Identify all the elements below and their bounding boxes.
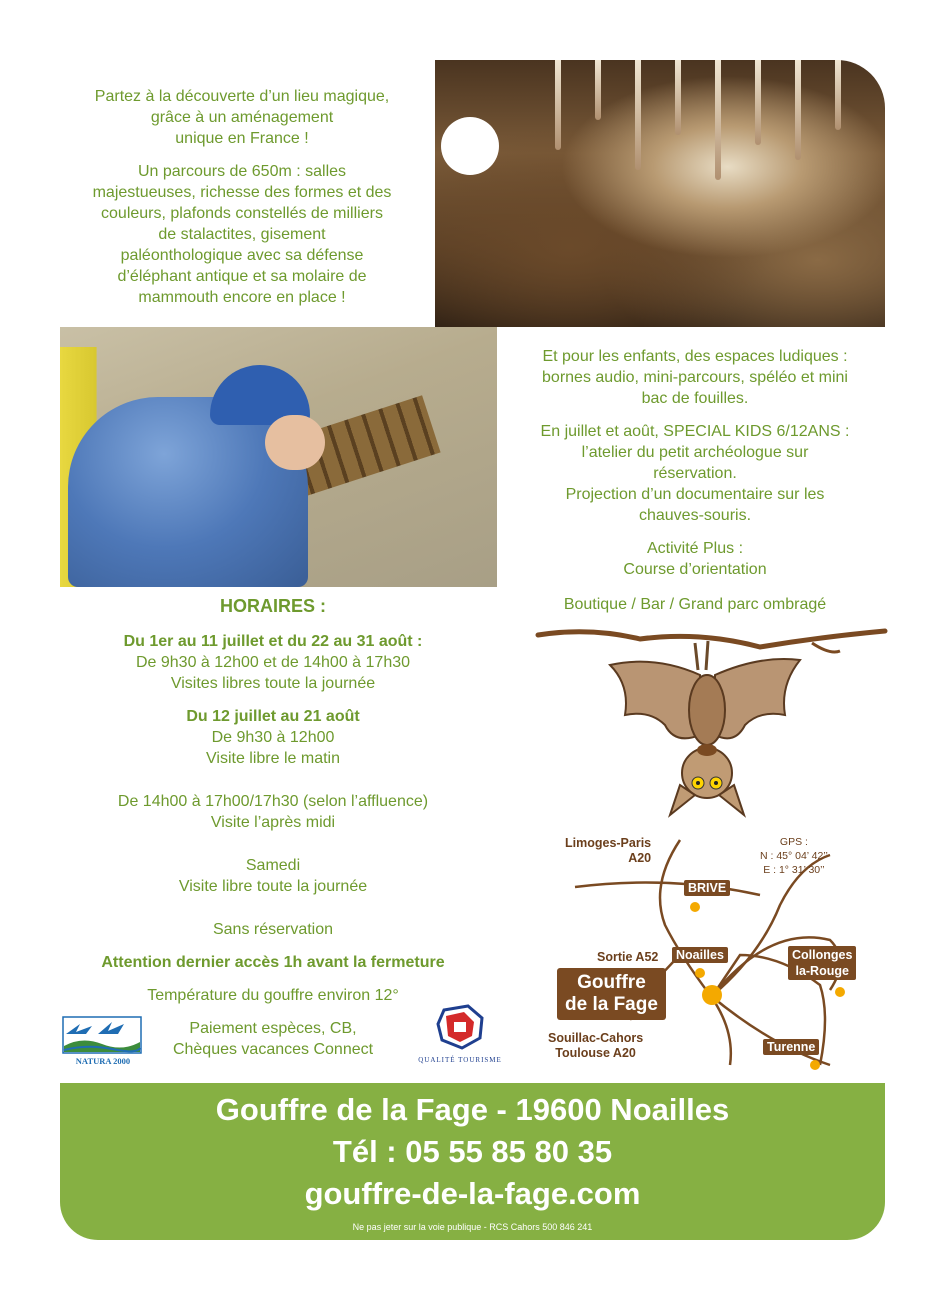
bat-illustration bbox=[610, 641, 800, 815]
qualite-logo-text: QUALITÉ TOURISME bbox=[418, 1056, 502, 1064]
contact-footer bbox=[60, 1083, 885, 1240]
intro-paragraph-1: Partez à la découverte d’un lieu magique, grâce à un aménagement unique en France ! bbox=[94, 88, 390, 147]
map-label-limoges: Limoges-Paris A20 bbox=[565, 836, 652, 865]
footer-website[interactable]: gouffre-de-la-fage.com bbox=[304, 1176, 641, 1211]
intro-text bbox=[62, 86, 422, 320]
hours-temperature: Température du gouffre environ 12° bbox=[147, 987, 399, 1004]
map-tag-turenne: Turenne bbox=[763, 1039, 819, 1055]
intro-paragraph-2: Un parcours de 650m : salles majestueuses, richesse des formes et des couleurs, plafonds constellés de milliers de stalactites, gisement paléonthologique avec sa défense d’éléphant antique et sa molaire de mammouth encore en place ! bbox=[92, 163, 392, 306]
map-label-sortie: Sortie A52 bbox=[597, 950, 659, 964]
kid-excavation-photo bbox=[60, 327, 497, 587]
opening-hours bbox=[90, 596, 456, 1072]
footer-disclaimer: Ne pas jeter sur la voie publique - RCS Cahors 500 846 241 bbox=[352, 1222, 593, 1232]
kids-activities-text bbox=[512, 346, 878, 627]
hours-period-1: Du 1er au 11 juillet et du 22 au 31 août : De 9h30 à 12h00 et de 14h00 à 17h30 Visites libres toute la journée bbox=[123, 633, 423, 692]
hours-afternoon: De 14h00 à 17h00/17h30 (selon l’affluence) Visite l’après midi bbox=[117, 793, 429, 831]
kids-paragraph-2: En juillet et août, SPECIAL KIDS 6/12ANS : l’atelier du petit archéologue sur réservation. Projection d’un documentaire sur les chauves-souris. bbox=[540, 423, 850, 524]
hours-no-booking: Sans réservation bbox=[212, 921, 334, 938]
hours-warning: Attention dernier accès 1h avant la fermeture bbox=[101, 954, 445, 971]
hours-payment: Paiement espèces, CB, Chèques vacances Connect bbox=[172, 1020, 374, 1058]
natura-logo-text: NATURA 2000 bbox=[75, 1056, 131, 1066]
map-tag-gouffre: Gouffre de la Fage bbox=[557, 968, 666, 1020]
footer-phone: Tél : 05 55 85 80 35 bbox=[332, 1134, 613, 1169]
qualite-tourisme-logo bbox=[418, 1002, 502, 1068]
natura-2000-logo bbox=[62, 1016, 144, 1068]
map-tag-brive: BRIVE bbox=[684, 880, 730, 896]
kids-paragraph-4: Boutique / Bar / Grand parc ombragé bbox=[563, 596, 827, 613]
cave-photo bbox=[435, 60, 885, 327]
map-tag-collonges: Collonges la-Rouge bbox=[788, 946, 856, 980]
kids-paragraph-3: Activité Plus : Course d’orientation bbox=[623, 540, 767, 578]
footer-address: Gouffre de la Fage - 19600 Noailles bbox=[215, 1092, 730, 1127]
kids-paragraph-1: Et pour les enfants, des espaces ludiques : bornes audio, mini-parcours, spéléo et mini bac de fouilles. bbox=[542, 348, 848, 407]
hours-saturday: Samedi Visite libre toute la journée bbox=[178, 857, 368, 895]
map-label-souillac: Souillac-Cahors Toulouse A20 bbox=[548, 1031, 644, 1060]
hours-period-2: Du 12 juillet au 21 août De 9h30 à 12h00 Visite libre le matin bbox=[186, 708, 360, 767]
map-label-gps: GPS : N : 45° 04’ 42’’ E : 1° 31’ 30’’ bbox=[760, 836, 828, 876]
hang-hole bbox=[441, 117, 499, 175]
map-tag-noailles: Noailles bbox=[672, 947, 728, 963]
hours-title: HORAIRES : bbox=[219, 596, 326, 616]
